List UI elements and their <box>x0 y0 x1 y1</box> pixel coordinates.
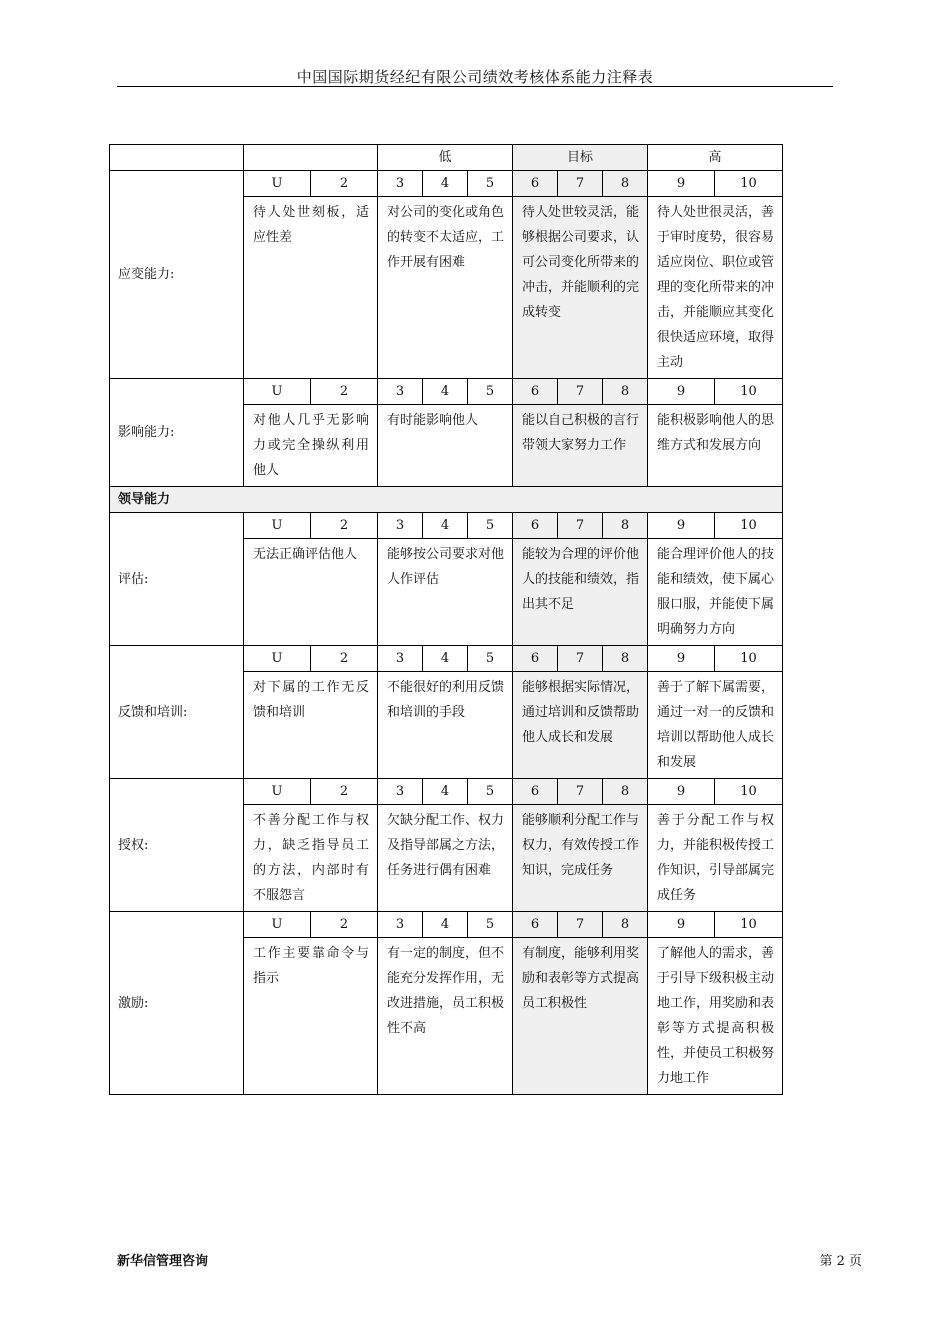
scale-cell: 9 <box>648 646 715 672</box>
scale-cell: 7 <box>558 379 603 405</box>
scale-cell: 7 <box>558 912 603 938</box>
scale-cell: 2 <box>311 912 378 938</box>
scale-cell: 8 <box>603 912 648 938</box>
competency-label: 影响能力: <box>110 379 244 487</box>
group-low-cell: 低 <box>378 145 513 171</box>
competency-label: 评估: <box>110 513 244 646</box>
scale-row <box>110 912 783 938</box>
scale-cell: 7 <box>558 513 603 539</box>
scale-cell: 10 <box>715 646 783 672</box>
scale-cell: 6 <box>513 779 558 805</box>
scale-cell: 8 <box>603 171 648 197</box>
level-description: 有时能影响他人 <box>378 405 513 487</box>
scale-row <box>110 379 783 405</box>
level-description: 对他人几乎无影响力或完全操纵利用他人 <box>244 405 378 487</box>
scale-cell: 8 <box>603 779 648 805</box>
scale-cell: 4 <box>423 171 468 197</box>
scale-cell: 2 <box>311 646 378 672</box>
section-title: 领导能力 <box>110 487 783 513</box>
level-description: 能以自己积极的言行带领大家努力工作 <box>513 405 648 487</box>
scale-cell: 3 <box>378 779 423 805</box>
level-description: 待人处世刻板，适应性差 <box>244 197 378 379</box>
scale-cell: 8 <box>603 646 648 672</box>
competency-label: 应变能力: <box>110 171 244 379</box>
level-description: 不能很好的利用反馈和培训的手段 <box>378 672 513 779</box>
scale-cell: U <box>244 379 311 405</box>
scale-cell: 6 <box>513 513 558 539</box>
level-description: 能够按公司要求对他人作评估 <box>378 539 513 646</box>
scale-cell: 4 <box>423 779 468 805</box>
scale-cell: 5 <box>468 646 513 672</box>
scale-cell: 3 <box>378 513 423 539</box>
scale-cell: 5 <box>468 171 513 197</box>
scale-cell: 6 <box>513 646 558 672</box>
header-corner-cell <box>110 145 244 171</box>
section-row <box>110 487 783 513</box>
scale-cell: 10 <box>715 779 783 805</box>
scale-cell: 2 <box>311 513 378 539</box>
table-header-row <box>110 145 783 171</box>
scale-cell: 8 <box>603 379 648 405</box>
scale-cell: 9 <box>648 379 715 405</box>
scale-cell: 10 <box>715 513 783 539</box>
footer-page-number: 第 2 页 <box>819 1254 862 1269</box>
scale-cell: 2 <box>311 171 378 197</box>
header-divider <box>117 86 833 87</box>
scale-cell: 9 <box>648 513 715 539</box>
scale-cell: 10 <box>715 379 783 405</box>
level-description: 能积极影响他人的思维方式和发展方向 <box>648 405 783 487</box>
level-description: 有制度，能够利用奖励和表彰等方式提高员工积极性 <box>513 938 648 1095</box>
table-body <box>110 145 783 1095</box>
scale-cell: 3 <box>378 646 423 672</box>
scale-row <box>110 779 783 805</box>
level-description: 能够根据实际情况，通过培训和反馈帮助他人成长和发展 <box>513 672 648 779</box>
scale-row <box>110 513 783 539</box>
level-description: 善于了解下属需要，通过一对一的反馈和培训以帮助他人成长和发展 <box>648 672 783 779</box>
scale-cell: 7 <box>558 171 603 197</box>
scale-cell: 5 <box>468 779 513 805</box>
competency-label: 反馈和培训: <box>110 646 244 779</box>
scale-cell: 7 <box>558 646 603 672</box>
scale-cell: 5 <box>468 513 513 539</box>
level-description: 不善分配工作与权力，缺乏指导员工的方法，内部时有不服怨言 <box>244 805 378 912</box>
scale-cell: 4 <box>423 513 468 539</box>
level-description: 无法正确评估他人 <box>244 539 378 646</box>
level-description: 能较为合理的评价他人的技能和绩效，指出其不足 <box>513 539 648 646</box>
scale-cell: 4 <box>423 912 468 938</box>
footer-company: 新华信管理咨询 <box>117 1254 209 1269</box>
scale-cell: 10 <box>715 912 783 938</box>
level-description: 有一定的制度，但不能充分发挥作用，无改进措施，员工积极性不高 <box>378 938 513 1095</box>
scale-cell: 6 <box>513 171 558 197</box>
scale-cell: 8 <box>603 513 648 539</box>
scale-cell: 9 <box>648 779 715 805</box>
scale-cell: 3 <box>378 171 423 197</box>
scale-cell: U <box>244 646 311 672</box>
scale-cell: 4 <box>423 379 468 405</box>
group-target-cell: 目标 <box>513 145 648 171</box>
group-blank-cell <box>244 145 378 171</box>
scale-cell: 6 <box>513 912 558 938</box>
level-description: 了解他人的需求，善于引导下级积极主动地工作，用奖励和表彰等方式提高积极性，并使员工积极努力地工作 <box>648 938 783 1095</box>
competency-label: 激励: <box>110 912 244 1095</box>
page-title: 中国国际期货经纪有限公司绩效考核体系能力注释表 <box>296 68 654 86</box>
competency-label: 授权: <box>110 779 244 912</box>
level-description: 对下属的工作无反馈和培训 <box>244 672 378 779</box>
scale-cell: 9 <box>648 912 715 938</box>
scale-cell: U <box>244 513 311 539</box>
level-description: 能够顺利分配工作与权力，有效传授工作知识，完成任务 <box>513 805 648 912</box>
level-description: 欠缺分配工作、权力及指导部属之方法，任务进行偶有困难 <box>378 805 513 912</box>
scale-cell: 5 <box>468 379 513 405</box>
scale-cell: 2 <box>311 379 378 405</box>
level-description: 善于分配工作与权力，并能积极传授工作知识，引导部属完成任务 <box>648 805 783 912</box>
competency-table <box>109 144 783 1095</box>
scale-cell: U <box>244 171 311 197</box>
scale-cell: 5 <box>468 912 513 938</box>
scale-cell: U <box>244 779 311 805</box>
scale-row <box>110 646 783 672</box>
scale-cell: 9 <box>648 171 715 197</box>
level-description: 工作主要靠命令与指示 <box>244 938 378 1095</box>
scale-cell: 10 <box>715 171 783 197</box>
scale-cell: 3 <box>378 379 423 405</box>
group-high-cell: 高 <box>648 145 783 171</box>
level-description: 待人处世较灵活，能够根据公司要求，认可公司变化所带来的冲击，并能顺利的完成转变 <box>513 197 648 379</box>
level-description: 待人处世很灵活，善于审时度势，很容易适应岗位、职位或管理的变化所带来的冲击，并能顺应其变化很快适应环境，取得主动 <box>648 197 783 379</box>
level-description: 能合理评价他人的技能和绩效，使下属心服口服，并能使下属明确努力方向 <box>648 539 783 646</box>
scale-cell: U <box>244 912 311 938</box>
scale-cell: 6 <box>513 379 558 405</box>
scale-cell: 2 <box>311 779 378 805</box>
level-description: 对公司的变化或角色的转变不太适应，工作开展有困难 <box>378 197 513 379</box>
scale-cell: 3 <box>378 912 423 938</box>
scale-cell: 7 <box>558 779 603 805</box>
scale-row <box>110 171 783 197</box>
scale-cell: 4 <box>423 646 468 672</box>
